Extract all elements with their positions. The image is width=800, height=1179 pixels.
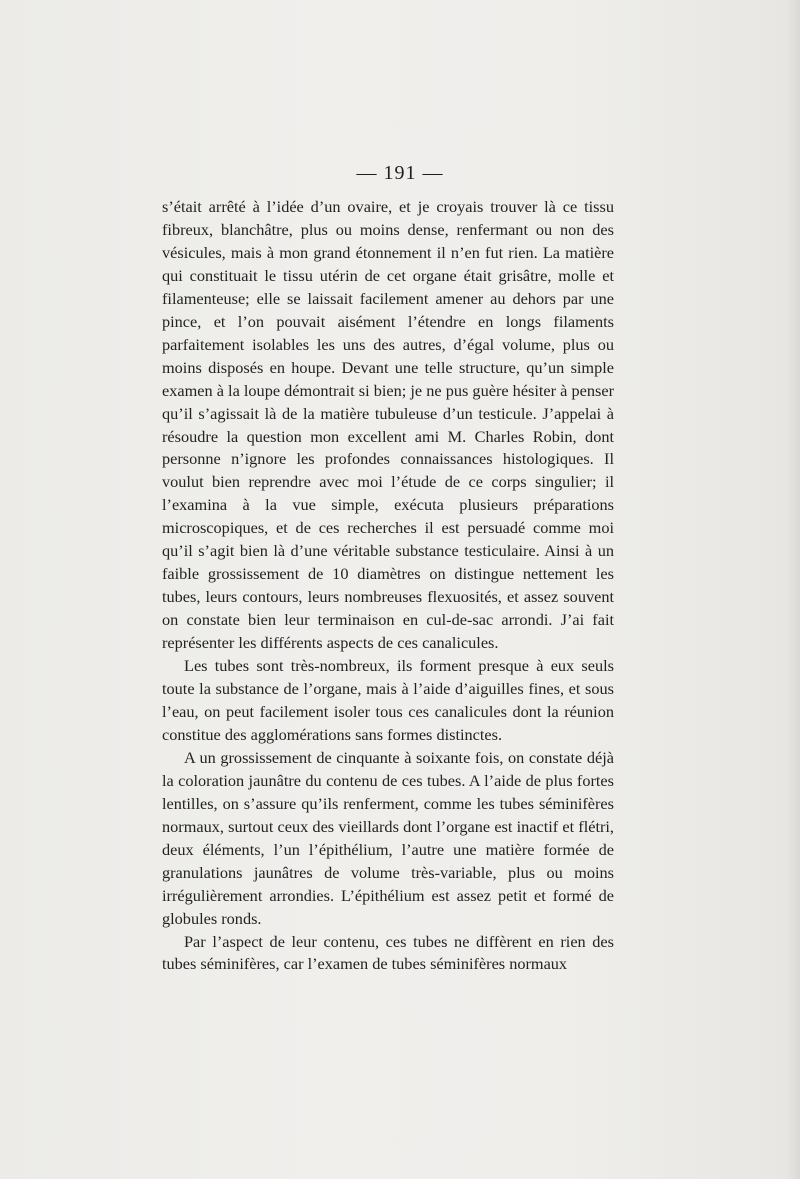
paragraph-1: s’était arrêté à l’idée d’un ovaire, et je croyais trouver là ce tissu fibreux, blanchâtre, plus ou moins dense, renfermant ou non des vésicules, mais à mon grand étonnement il n’en fut rien. La matière qui constituait le tissu utérin de cet organe était grisâtre, molle et filamenteuse; elle se laissait facilement amener au dehors par une pince, et l’on pouvait aisément l’étendre en longs filaments parfaitement isolables les uns des autres, d’égal volume, plus ou moins disposés en houpe. Devant une telle structure, qu’un simple examen à la loupe démontrait si bien; je ne pus guère hésiter à penser qu’il s’agissait là de la matière tubuleuse d’un testicule. J’appelai à résoudre la question mon excellent ami M. Charles Robin, dont personne n’ignore les profondes connaissances histologiques. Il voulut bien reprendre avec moi l’étude de ce corps singulier; il l’examina à la vue simple, exécuta plusieurs préparations microscopiques, et de ces recherches il est persuadé comme moi qu’il s’agit bien là d’une véritable substance testiculaire. Ainsi à un faible grossissement de 10 diamètres on distingue nettement les tubes, leurs contours, leurs nombreuses flexuosités, et assez souvent on constate bien leur terminaison en cul-de-sac arrondi. J’ai fait représenter les différents aspects de ces canalicules. bbox=[162, 197, 614, 653]
paragraph-3: A un grossissement de cinquante à soixante fois, on constate déjà la coloration jaunâtre du contenu de ces tubes. A l’aide de plus fortes lentilles, on s’assure qu’ils renferment, comme les tubes séminifères normaux, surtout ceux des vieillards dont l’organe est inactif et flétri, deux éléments, l’un l’épithélium, l’autre une matière formée de granulations jaunâtres de volume très-variable, plus ou moins irrégulièrement arrondies. L’épithélium est assez petit et formé de globules ronds. bbox=[162, 747, 614, 928]
paragraph-4: Par l’aspect de leur contenu, ces tubes ne diffèrent en rien des tubes séminifères, car l’examen de tubes séminifères normaux bbox=[162, 931, 614, 974]
page-number: — 191 — bbox=[356, 162, 444, 184]
paragraph-2: Les tubes sont très-nombreux, ils forment presque à eux seuls toute la substance de l’organe, mais à l’aide d’aiguilles fines, et sous l’eau, on peut facilement isoler tous ces canalicules dont la réunion constitue des agglomérations sans formes distinctes. bbox=[162, 656, 614, 744]
body-text bbox=[162, 196, 614, 976]
